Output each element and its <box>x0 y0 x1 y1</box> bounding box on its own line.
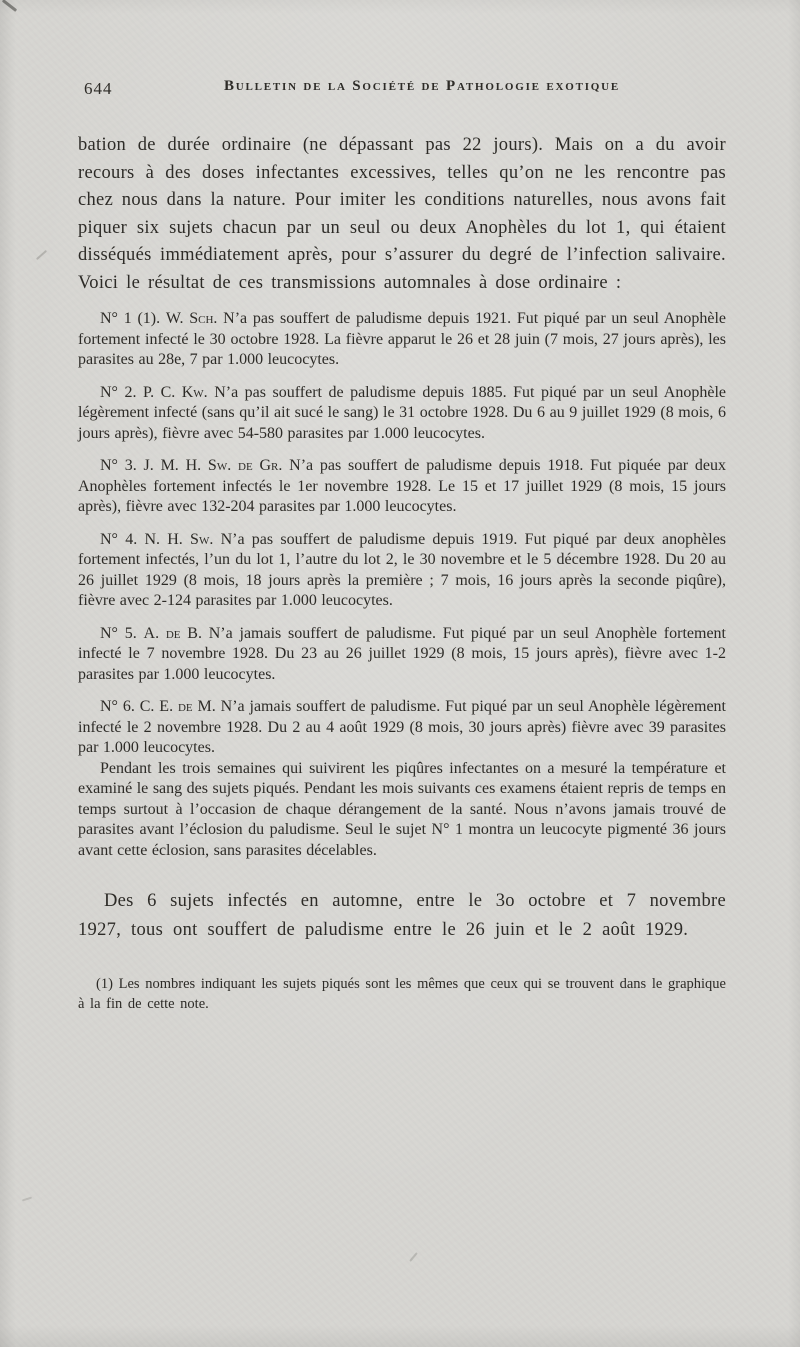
scan-artifact <box>36 250 47 260</box>
case-paragraph-1 <box>78 309 726 371</box>
case-subject-name: W. Sch. <box>165 310 218 327</box>
observation-paragraph: Pendant les trois semaines qui suivirent les piqûres infectantes on a mesuré la température et examiné le sang des sujets piqués. Pendant les mois suivants ces examens étaient repris de temps en temps surtout à l’occasion de chaque dérangement de la santé. Nous n’avons jamais trouvé de parasites avant l’éclosion du paludisme. Seul le sujet N° 1 montra un leucocyte pigmenté 36 jours avant cette éclosion, sans parasites décelables. <box>78 759 726 859</box>
opening-paragraph: bation de durée ordinaire (ne dépassant pas 22 jours). Mais on a du avoir recours à des doses infectantes excessives, telles qu’on ne les rencontre pas chez nous dans la nature. Pour imiter les conditions naturelles, nous avons fait piquer six sujets chacun par un seul ou deux Anophèles du lot 1, qui étaient disséqués immédiatement après, pour s’assurer du degré de l’infection salivaire. Voici le résultat de ces transmissions automnales à dose ordinaire : <box>78 135 726 293</box>
case-label: N° 3. <box>100 457 137 474</box>
case-subject-name: J. M. H. Sw. de Gr. <box>143 457 283 474</box>
case-paragraph-5 <box>78 624 726 686</box>
case-subject-name: C. E. de M. <box>139 698 216 715</box>
case-subject-name: A. de B. <box>143 624 202 642</box>
case-label: N° 1 (1). <box>100 310 161 327</box>
case-label: N° 4. <box>100 530 138 548</box>
case-subject-name: P. C. Kw. <box>142 383 208 401</box>
case-text: N’a pas souffert de paludisme depuis 1885. Fut piqué par un seul Anophèle légèrement infecté (sans qu’il ait sucé le sang) le 31 octobre 1928. Du 6 au 9 juillet 1929 (8 mois, 6 jours après), fièvre avec 54-580 parasites par 1.000 leucocytes. <box>78 383 727 442</box>
page-header <box>78 78 726 102</box>
case-text: N’a jamais souffert de paludisme. Fut piqué par un seul Anophèle fortement infecté le 7 novembre 1928. Du 23 au 26 juillet 1929 (8 mois, 15 jours après), fièvre avec 1-2 parasites par 1.000 leucocytes. <box>78 624 727 683</box>
case-text: N’a pas souffert de paludisme depuis 1918. Fut piquée par deux Anophèles fortement infectés le 1er novembre 1928. Le 15 et 17 juillet 1929 (8 mois, 15 jours après), fièvre avec 132-204 parasites par 1.000 leucocytes. <box>78 457 727 515</box>
running-title: Bulletin de la Société de Pathologie exotique <box>223 78 621 94</box>
case-paragraph-6 <box>78 697 726 759</box>
case-text: N’a pas souffert de paludisme depuis 1921. Fut piqué par un seul Anophèle fortement infecté le 30 octobre 1928. La fièvre apparut le 26 et 28 juin (7 mois, 27 jours après), les parasites au 28e, 7 par 1.000 leucocytes. <box>78 310 726 368</box>
case-paragraph-4 <box>78 530 726 612</box>
case-list <box>78 309 726 861</box>
case-text: N’a jamais souffert de paludisme. Fut piqué par un seul Anophèle légèrement infecté le 2 novembre 1928. Du 2 au 4 août 1929 (8 mois, 30 jours après) fièvre avec 39 parasites par 1.000 leucocytes. <box>78 698 726 756</box>
summary-paragraph: Des 6 sujets infectés en automne, entre le 3o octobre et 7 novembre 1927, tous ont souffert de paludisme entre le 26 juin et le 2 août 1929. <box>78 891 726 940</box>
case-label: N° 2. <box>100 383 137 401</box>
scan-artifact <box>409 1252 418 1262</box>
scan-artifact <box>22 1197 32 1202</box>
case-label: N° 6. <box>100 698 135 715</box>
case-paragraph-3 <box>78 456 726 518</box>
case-text: N’a pas souffert de paludisme depuis 1919. Fut piqué par deux anophèles fortement infectés, l’un du lot 1, l’autre du lot 2, le 30 novembre et le 5 décembre 1928. Du 20 au 26 juillet 1929 (8 mois, 18 jours après la première ; 7 mois, 16 jours après la seconde piqûre), fièvre avec 2-124 parasites par 1.000 leucocytes. <box>78 530 727 609</box>
case-label: N° 5. <box>100 624 137 642</box>
page-number: 644 <box>84 79 113 98</box>
footnote: (1) Les nombres indiquant les sujets piqués sont les mêmes que ceux qui se trouvent dans le graphique à la fin de cette note. <box>78 976 726 1012</box>
case-subject-name: N. H. Sw. <box>144 530 214 548</box>
text-block <box>78 78 726 1014</box>
scan-artifact <box>2 0 17 12</box>
case-paragraph-2 <box>78 383 726 445</box>
